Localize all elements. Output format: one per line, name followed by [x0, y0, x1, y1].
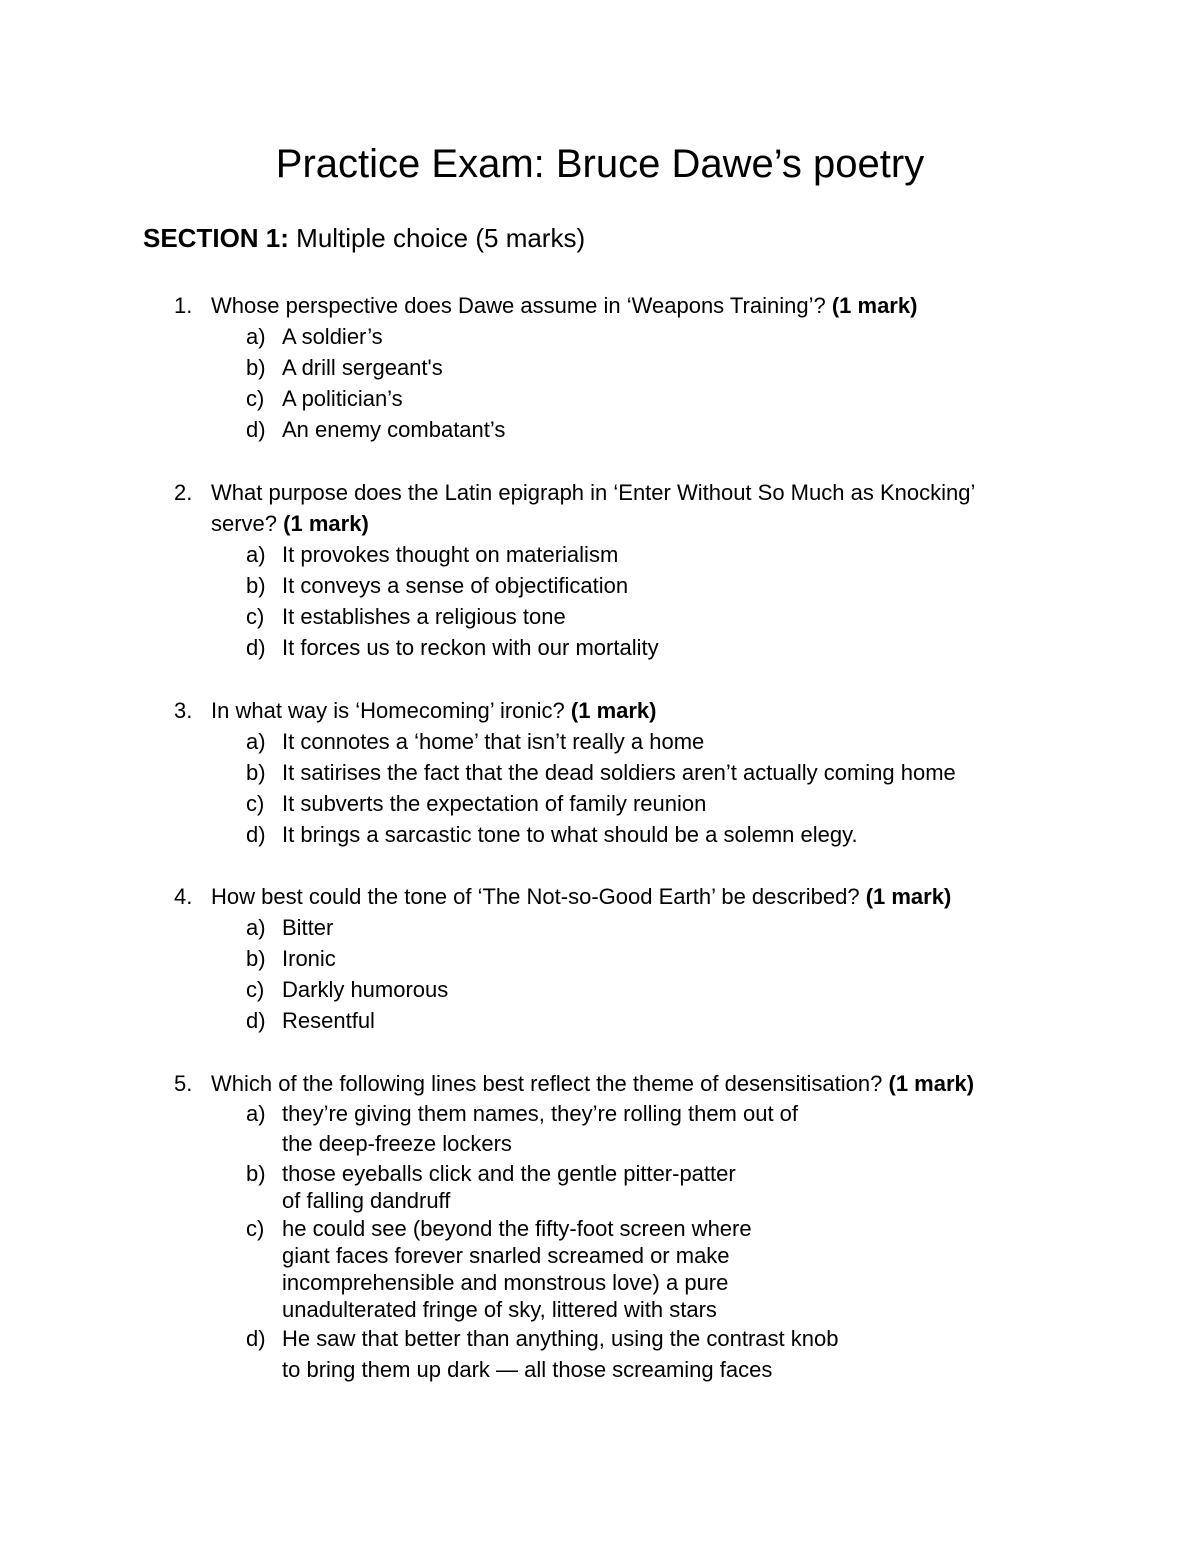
option-text: Resentful: [282, 1008, 375, 1033]
option-letter: a): [246, 729, 266, 754]
option-a: [0, 539, 1200, 570]
option-letter: a): [246, 1101, 266, 1126]
option-text: It satirises the fact that the dead soldiers aren’t actually coming home: [282, 760, 956, 785]
question-stem-continued: [0, 508, 1200, 539]
option-text: It connotes a ‘home’ that isn’t really a home: [282, 729, 705, 754]
option-d: [0, 414, 1200, 445]
option-letter: d): [246, 1326, 266, 1351]
option-line: to bring them up dark — all those screaming faces: [282, 1357, 773, 1382]
question-text: serve?: [211, 511, 278, 536]
option-letter: a): [246, 542, 266, 567]
question-mark: (1 mark): [865, 884, 952, 909]
option-text: A drill sergeant's: [282, 355, 443, 380]
option-c: [0, 383, 1200, 414]
option-letter: c): [246, 604, 265, 629]
option-d: [0, 1005, 1200, 1036]
section-label: SECTION 1:: [143, 223, 289, 253]
question-mark: (1 mark): [888, 1071, 975, 1096]
option-line: they’re giving them names, they’re rolling them out of: [282, 1101, 799, 1126]
option-text: It forces us to reckon with our mortality: [282, 635, 659, 660]
option-a: [0, 1099, 1200, 1160]
option-letter: b): [246, 1161, 266, 1186]
option-a: [0, 726, 1200, 757]
question-text: What purpose does the Latin epigraph in ‘Enter Without So Much as Knocking’: [211, 480, 976, 505]
question-stem: [0, 695, 1200, 726]
option-c: [0, 1215, 1200, 1323]
question-mark: (1 mark): [283, 511, 369, 536]
question-5: [0, 1068, 1200, 1385]
option-a: [0, 912, 1200, 943]
question-1: [0, 290, 1200, 445]
option-letter: a): [246, 915, 266, 940]
question-number: 3.: [174, 698, 193, 723]
option-letter: c): [246, 791, 265, 816]
option-c: [0, 974, 1200, 1005]
option-letter: d): [246, 417, 266, 442]
question-mark: (1 mark): [831, 293, 918, 318]
option-letter: b): [246, 573, 266, 598]
option-letter: b): [246, 946, 266, 971]
option-text: It conveys a sense of objectification: [282, 573, 629, 598]
option-letter: c): [246, 386, 265, 411]
question-number: 2.: [174, 480, 193, 505]
option-line: of falling dandruff: [282, 1188, 451, 1213]
question-text: In what way is ‘Homecoming’ ironic?: [211, 698, 565, 723]
question-2: [0, 477, 1200, 663]
option-b: [0, 757, 1200, 788]
option-line: the deep-freeze lockers: [282, 1131, 512, 1156]
option-letter: a): [246, 324, 266, 349]
question-stem: [0, 881, 1200, 912]
option-text: Darkly humorous: [282, 977, 449, 1002]
question-text: Whose perspective does Dawe assume in ‘Weapons Training’?: [211, 293, 826, 318]
option-letter: d): [246, 822, 266, 847]
option-b: [0, 1160, 1200, 1215]
option-letter: b): [246, 355, 266, 380]
option-text: Bitter: [282, 915, 334, 940]
option-text: Ironic: [282, 946, 336, 971]
page-title: Practice Exam: Bruce Dawe’s poetry: [275, 142, 925, 186]
option-line: incomprehensible and monstrous love) a pure: [282, 1270, 729, 1295]
question-number: 4.: [174, 884, 193, 909]
option-letter: c): [246, 1216, 265, 1241]
question-number: 1.: [174, 293, 193, 318]
question-4: [0, 881, 1200, 1036]
option-b: [0, 570, 1200, 601]
option-letter: b): [246, 760, 266, 785]
option-text: A politician’s: [282, 386, 403, 411]
option-text: A soldier’s: [282, 324, 383, 349]
question-stem: [0, 477, 1200, 508]
option-letter: c): [246, 977, 265, 1002]
section-description: Multiple choice (5 marks): [296, 223, 586, 253]
question-3: [0, 695, 1200, 850]
option-d: [0, 819, 1200, 850]
question-text: How best could the tone of ‘The Not-so-Good Earth’ be described?: [211, 884, 860, 909]
option-line: giant faces forever snarled screamed or make: [282, 1243, 730, 1268]
option-line: those eyeballs click and the gentle pitter-patter: [282, 1161, 736, 1186]
question-number: 5.: [174, 1071, 193, 1096]
option-line: He saw that better than anything, using the contrast knob: [282, 1326, 839, 1351]
option-c: [0, 788, 1200, 819]
option-text: An enemy combatant’s: [282, 417, 506, 442]
option-b: [0, 352, 1200, 383]
option-d: [0, 1323, 1200, 1385]
option-d: [0, 632, 1200, 663]
question-stem: [0, 290, 1200, 321]
option-line: unadulterated fringe of sky, littered with stars: [282, 1297, 717, 1322]
option-text: It establishes a religious tone: [282, 604, 566, 629]
option-text: It subverts the expectation of family reunion: [282, 791, 707, 816]
option-c: [0, 601, 1200, 632]
question-text: Which of the following lines best reflect the theme of desensitisation?: [211, 1071, 883, 1096]
option-letter: d): [246, 1008, 266, 1033]
question-stem: [0, 1068, 1200, 1099]
option-letter: d): [246, 635, 266, 660]
option-text: It brings a sarcastic tone to what should be a solemn elegy.: [282, 822, 858, 847]
question-mark: (1 mark): [570, 698, 657, 723]
option-line: he could see (beyond the fifty-foot screen where: [282, 1216, 752, 1241]
section-heading: [143, 220, 585, 256]
option-text: It provokes thought on materialism: [282, 542, 619, 567]
option-a: [0, 321, 1200, 352]
option-b: [0, 943, 1200, 974]
